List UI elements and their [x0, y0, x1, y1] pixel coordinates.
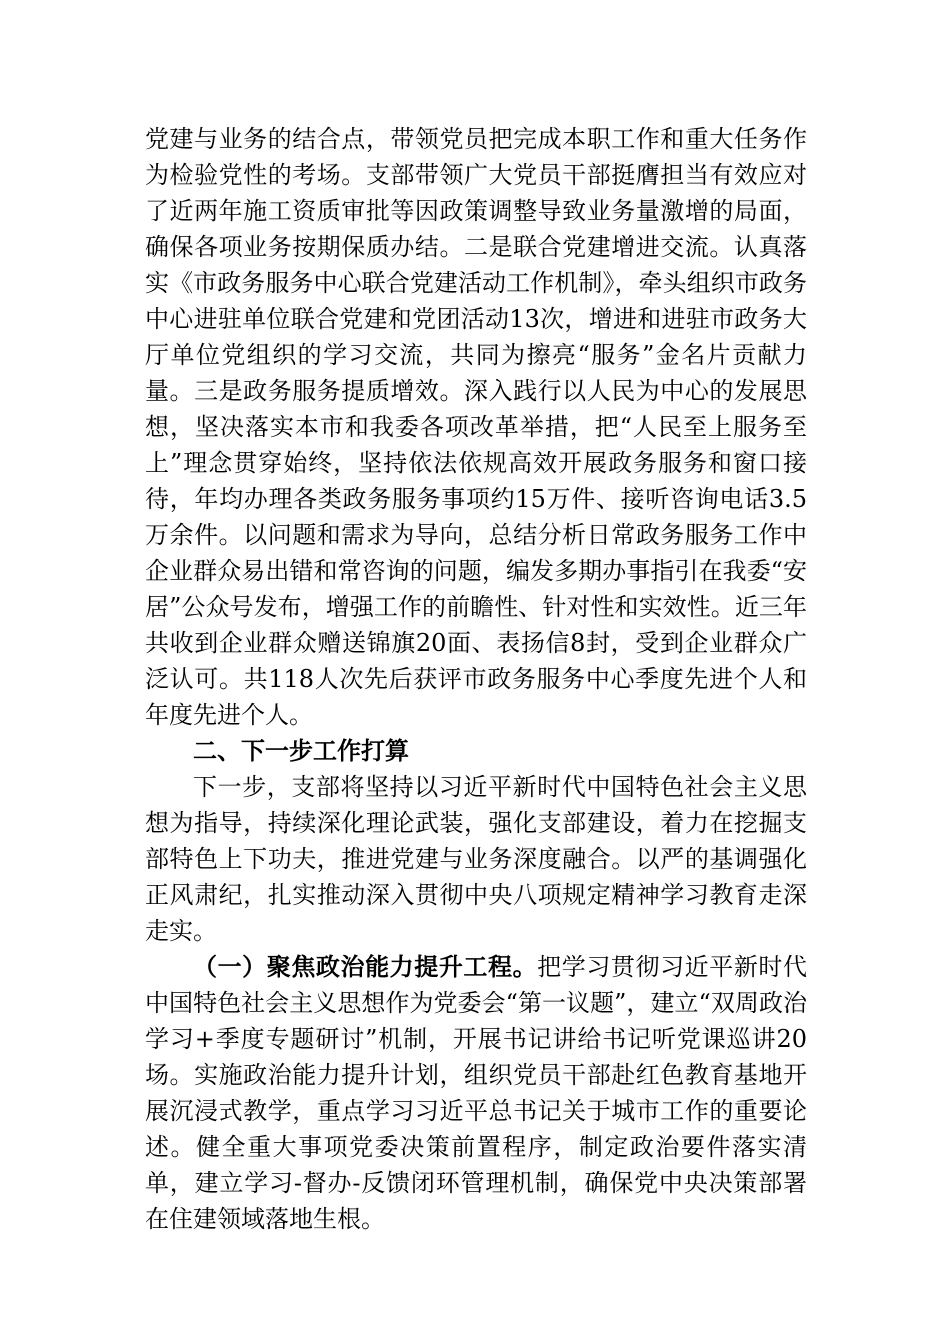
paragraph-3-body: 把学习贯彻习近平新时代中国特色社会主义思想作为党委会“第一议题”，建立“双周政治学习+季度专题研讨”机制，开展书记讲给书记听党课巡讲20场。实施政治能力提升计划，组织党员干部赴红色教育基地开展沉浸式教学，重点学习习近平总书记关于城市工作的重要论述。健全重大事项党委决策前置程序，制定政治要件落实清单，建立学习-督办-反馈闭环管理机制，确保党中央决策部署在住建领域落地生根。	[145, 953, 808, 1233]
document-body	[145, 121, 807, 1237]
paragraph-3-lead: （一）聚焦政治能力提升工程。	[193, 952, 538, 981]
body-paragraph-2: 下一步，支部将坚持以习近平新时代中国特色社会主义思想为指导，持续深化理论武装，强化支部建设，着力在挖掘支部特色上下功夫，推进党建与业务深度融合。以严的基调强化正风肃纪，扎实推动深入贯彻中央八项规定精神学习教育走深走实。	[145, 773, 807, 945]
body-paragraph-3	[145, 949, 807, 1237]
section-heading: 二、下一步工作打算	[193, 737, 409, 765]
body-paragraph-1: 党建与业务的结合点，带领党员把完成本职工作和重大任务作为检验党性的考场。支部带领广大党员干部挺膺担当有效应对了近两年施工资质审批等因政策调整导致业务量激增的局面，确保各项业务按期保质办结。二是联合党建增进交流。认真落实《市政务服务中心联合党建活动工作机制》，牵头组织市政务中心进驻单位联合党建和党团活动13次，增进和进驻市政务大厅单位党组织的学习交流，共同为擦亮“服务”金名片贡献力量。三是政务服务提质增效。深入践行以人民为中心的发展思想，坚决落实本市和我委各项改革举措，把“人民至上服务至上”理念贯穿始终，坚持依法依规高效开展政务服务和窗口接待，年均办理各类政务服务事项约15万件、接听咨询电话3.5万余件。以问题和需求为导向，总结分析日常政务服务工作中企业群众易出错和常咨询的问题，编发多期办事指引在我委“安居”公众号发布，增强工作的前瞻性、针对性和实效性。近三年共收到企业群众赠送锦旗20面、表扬信8封，受到企业群众广泛认可。共118人次先后获评市政务服务中心季度先进个人和年度先进个人。	[145, 125, 807, 729]
